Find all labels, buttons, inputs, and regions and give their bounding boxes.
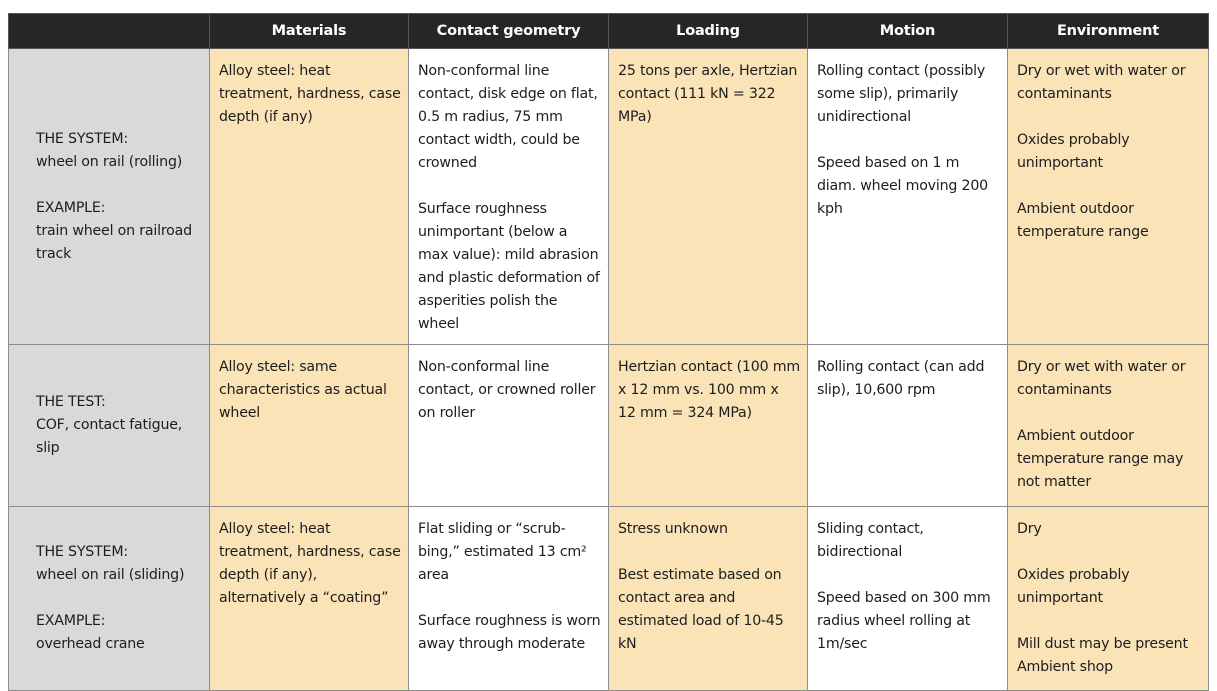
header-row — [9, 14, 1209, 49]
cell-text: Rolling contact (possibly some slip), primarily unidirectional — [817, 63, 986, 125]
cell-text: Sliding contact, bidirectional — [817, 521, 924, 560]
header-contact-geometry: Contact geometry — [409, 14, 609, 49]
table-row-system-rolling — [9, 49, 1209, 345]
system-vs-test-table — [8, 13, 1209, 691]
motion-cell — [808, 345, 1008, 507]
cell-text: Rolling contact (can add slip), 10,600 rpm — [817, 359, 985, 398]
row-label-cell — [9, 345, 210, 507]
cell-text: Flat sliding or “scrub-bing,” estimated 13 cm² area — [418, 521, 587, 583]
environment-cell — [1008, 345, 1209, 507]
cell-text: Mill dust may be present Ambient shop — [1017, 636, 1188, 675]
cell-text: Alloy steel: same characteristics as actual wheel — [219, 359, 387, 421]
cell-text: Alloy steel: heat treatment, hardness, case depth (if any), alternatively a “coating” — [219, 521, 401, 606]
environment-cell — [1008, 49, 1209, 345]
cell-text: Non-conformal line contact, or crowned roller on roller — [418, 359, 596, 421]
cell-text: 25 tons per axle, Hertzian contact (111 kN = 322 MPa) — [618, 63, 798, 125]
cell-text: Hertzian contact (100 mm x 12 mm vs. 100 mm x 12 mm = 324 MPa) — [618, 359, 800, 421]
cell-text: Ambient outdoor temperature range may not matter — [1017, 428, 1184, 490]
contact-geometry-cell — [409, 49, 609, 345]
cell-text: Non-conformal line contact, disk edge on flat, 0.5 m radius, 75 mm contact width, could be crowned — [418, 63, 598, 171]
row-label-cell — [9, 49, 210, 345]
contact-geometry-cell — [409, 345, 609, 507]
motion-cell — [808, 507, 1008, 691]
row-label-text: wheel on rail (sliding) — [36, 567, 185, 583]
row-label-cell — [9, 507, 210, 691]
materials-cell — [210, 345, 409, 507]
row-label-heading: EXAMPLE: — [36, 199, 106, 216]
cell-text: Oxides probably unimportant — [1017, 132, 1130, 171]
table-row-system-sliding — [9, 507, 1209, 691]
loading-cell — [609, 49, 808, 345]
header-materials: Materials — [210, 14, 409, 49]
header-motion: Motion — [808, 14, 1008, 49]
cell-text: Speed based on 300 mm radius wheel rolling at 1m/sec — [817, 590, 991, 652]
row-label-heading: THE TEST: — [36, 394, 106, 410]
row-label-heading: THE SYSTEM: — [36, 544, 128, 560]
loading-cell — [609, 345, 808, 507]
header-corner — [9, 14, 210, 49]
materials-cell — [210, 507, 409, 691]
materials-cell — [210, 49, 409, 345]
cell-text: Alloy steel: heat treatment, hardness, case depth (if any) — [219, 63, 401, 125]
row-label-text: overhead crane — [36, 636, 145, 652]
cell-text: Dry — [1017, 521, 1042, 537]
contact-geometry-cell — [409, 507, 609, 691]
motion-cell — [808, 49, 1008, 345]
loading-cell — [609, 507, 808, 691]
cell-text: Dry or wet with water or contaminants — [1017, 359, 1186, 398]
cell-text: Oxides probably unimportant — [1017, 567, 1130, 606]
comparison-table-container — [8, 13, 1208, 691]
row-label-text: wheel on rail (rolling) — [36, 153, 183, 170]
cell-text: Ambient outdoor temperature range — [1017, 201, 1149, 240]
cell-text: Surface roughness is worn away through moderate — [418, 613, 601, 652]
cell-text: Surface roughness unimportant (below a max value): mild abrasion and plastic deformation of asperities polish the wheel — [418, 201, 600, 332]
environment-cell — [1008, 507, 1209, 691]
header-loading: Loading — [609, 14, 808, 49]
cell-text: Stress unknown — [618, 521, 728, 537]
row-label-heading: THE SYSTEM: — [36, 130, 128, 147]
cell-text: Speed based on 1 m diam. wheel moving 200 kph — [817, 155, 989, 217]
cell-text: Dry or wet with water or contaminants — [1017, 63, 1186, 102]
header-environment: Environment — [1008, 14, 1209, 49]
cell-text: Best estimate based on contact area and estimated load of 10-45 kN — [618, 567, 784, 652]
table-row-test — [9, 345, 1209, 507]
row-label-heading: EXAMPLE: — [36, 613, 106, 629]
row-label-text: COF, contact fatigue, slip — [36, 417, 183, 456]
row-label-text: train wheel on railroad track — [36, 222, 192, 262]
